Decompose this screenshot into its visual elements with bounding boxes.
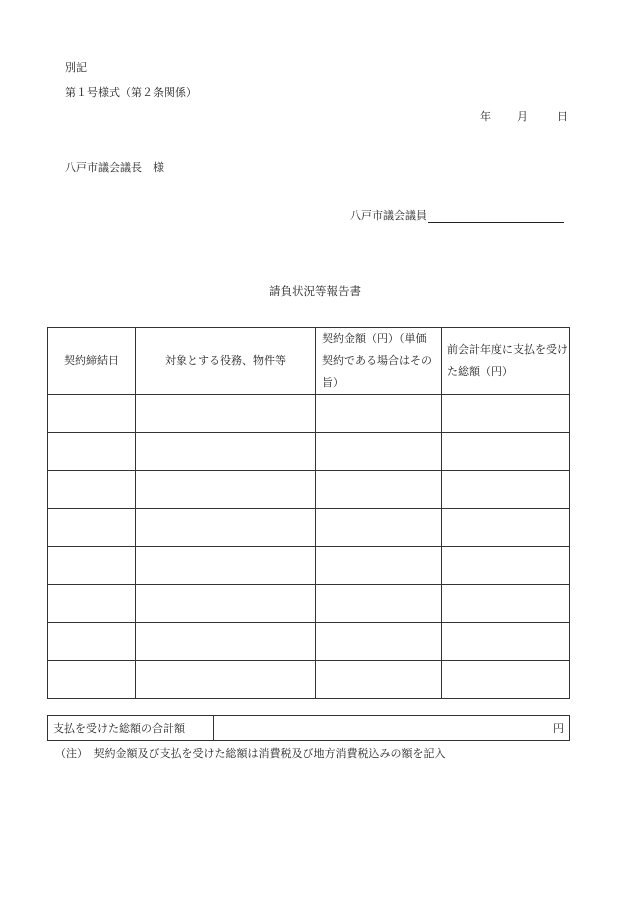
contract-date-cell[interactable] (48, 585, 136, 623)
table-row (48, 585, 570, 623)
contract-amount-cell[interactable] (316, 661, 442, 699)
header-total-received: 前会計年度に支払を受けた総額（円） (442, 328, 570, 395)
target-services-cell[interactable] (136, 547, 316, 585)
date-line (480, 110, 568, 124)
form-number: 第１号様式（第２条関係） (65, 86, 197, 99)
table-body (48, 395, 570, 699)
contract-date-cell[interactable] (48, 395, 136, 433)
table-row (48, 623, 570, 661)
total-received-cell[interactable] (442, 585, 570, 623)
date-day: 日 (557, 110, 568, 123)
table-row (48, 661, 570, 699)
total-row (48, 716, 570, 741)
table-row (48, 471, 570, 509)
contract-date-cell[interactable] (48, 547, 136, 585)
contract-date-cell[interactable] (48, 471, 136, 509)
total-received-cell[interactable] (442, 509, 570, 547)
target-services-cell[interactable] (136, 509, 316, 547)
table-row (48, 395, 570, 433)
date-year: 年 (480, 110, 491, 123)
table-row (48, 547, 570, 585)
contract-amount-cell[interactable] (316, 471, 442, 509)
contract-date-cell[interactable] (48, 433, 136, 471)
appendix-label: 別記 (65, 61, 87, 74)
total-received-cell[interactable] (442, 395, 570, 433)
total-received-cell[interactable] (442, 623, 570, 661)
date-month: 月 (517, 110, 528, 123)
contract-date-cell[interactable] (48, 661, 136, 699)
target-services-cell[interactable] (136, 661, 316, 699)
contract-amount-cell[interactable] (316, 509, 442, 547)
target-services-cell[interactable] (136, 623, 316, 661)
total-received-cell[interactable] (442, 471, 570, 509)
contract-amount-cell[interactable] (316, 547, 442, 585)
addressee: 八戸市議会議長 様 (65, 161, 164, 174)
member-label: 八戸市議会議員 (350, 209, 427, 222)
header-target-services: 対象とする役務、物件等 (136, 328, 316, 395)
contract-amount-cell[interactable] (316, 585, 442, 623)
header-contract-date: 契約締結日 (48, 328, 136, 395)
total-label: 支払を受けた総額の合計額 (48, 716, 214, 741)
contract-amount-cell[interactable] (316, 395, 442, 433)
member-signature-line (350, 209, 564, 223)
report-table (47, 327, 570, 699)
contract-amount-cell[interactable] (316, 623, 442, 661)
total-received-cell[interactable] (442, 433, 570, 471)
total-table (47, 715, 570, 741)
total-received-cell[interactable] (442, 661, 570, 699)
target-services-cell[interactable] (136, 585, 316, 623)
contract-date-cell[interactable] (48, 509, 136, 547)
target-services-cell[interactable] (136, 471, 316, 509)
header-contract-amount: 契約金額（円）（単価契約である場合はその旨） (316, 328, 442, 395)
document-title: 請負状況等報告書 (269, 284, 361, 298)
footnote: （注） 契約金額及び支払を受けた総額は消費税及び地方消費税込みの額を記入 (55, 747, 446, 760)
total-amount-cell[interactable] (214, 716, 570, 741)
target-services-cell[interactable] (136, 433, 316, 471)
table-header-row (48, 328, 570, 395)
contract-amount-cell[interactable] (316, 433, 442, 471)
target-services-cell[interactable] (136, 395, 316, 433)
table-row (48, 509, 570, 547)
signature-blank[interactable] (428, 210, 564, 223)
table-row (48, 433, 570, 471)
total-received-cell[interactable] (442, 547, 570, 585)
contract-date-cell[interactable] (48, 623, 136, 661)
total-unit: 円 (553, 722, 564, 735)
